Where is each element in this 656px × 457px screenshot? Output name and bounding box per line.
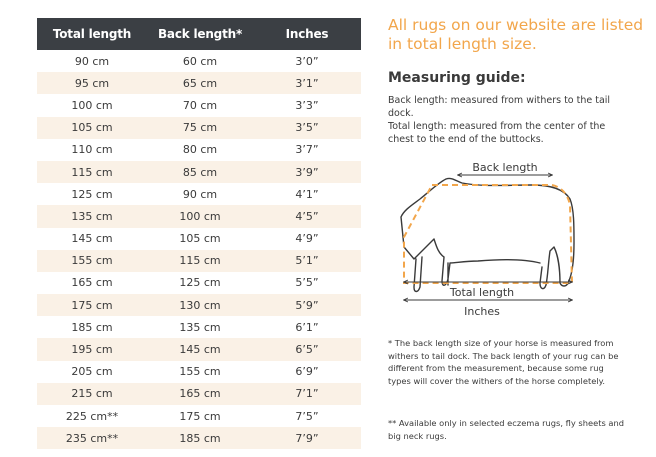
table-row — [37, 250, 361, 272]
cell-total-length: 235 cm** — [37, 427, 147, 449]
table-row — [37, 117, 361, 139]
cell-total-length: 185 cm — [37, 316, 147, 338]
cell-total-length: 95 cm — [37, 72, 147, 94]
cell-total-length: 215 cm — [37, 383, 147, 405]
cell-inches: 3’3” — [253, 94, 361, 116]
cell-total-length: 225 cm** — [37, 405, 147, 427]
cell-total-length: 155 cm — [37, 250, 147, 272]
guide-text — [388, 94, 628, 146]
table-row — [37, 316, 361, 338]
table-row — [37, 72, 361, 94]
cell-back-length: 155 cm — [147, 361, 253, 383]
table-row — [37, 338, 361, 360]
cell-inches: 7’5” — [253, 405, 361, 427]
horse-outline — [401, 178, 574, 291]
cell-inches: 4’9” — [253, 228, 361, 250]
table-row — [37, 161, 361, 183]
back-length-definition: Back length: measured from withers to the tail dock. — [388, 95, 611, 119]
header-back-length: Back length* — [147, 18, 253, 50]
table-row — [37, 183, 361, 205]
cell-back-length: 175 cm — [147, 405, 253, 427]
cell-inches: 3’5” — [253, 117, 361, 139]
cell-back-length: 70 cm — [147, 94, 253, 116]
cell-inches: 5’5” — [253, 272, 361, 294]
total-length-definition: Total length: measured from the center of the chest to the end of the buttocks. — [388, 121, 606, 145]
availability-footnote: ** Available only in selected eczema rugs, fly sheets and big neck rugs. — [388, 418, 625, 441]
cell-back-length: 85 cm — [147, 161, 253, 183]
cell-back-length: 125 cm — [147, 272, 253, 294]
cell-total-length: 110 cm — [37, 139, 147, 161]
cell-back-length: 105 cm — [147, 228, 253, 250]
cell-back-length: 115 cm — [147, 250, 253, 272]
header-inches: Inches — [253, 18, 361, 50]
cell-total-length: 125 cm — [37, 183, 147, 205]
cell-inches: 3’1” — [253, 72, 361, 94]
cell-inches: 5’1” — [253, 250, 361, 272]
cell-back-length: 80 cm — [147, 139, 253, 161]
cell-inches: 6’5” — [253, 338, 361, 360]
cell-total-length: 135 cm — [37, 205, 147, 227]
cell-total-length: 195 cm — [37, 338, 147, 360]
guide-title: Measuring guide: — [388, 70, 526, 86]
table-row — [37, 228, 361, 250]
cell-total-length: 145 cm — [37, 228, 147, 250]
cell-back-length: 135 cm — [147, 316, 253, 338]
cell-inches: 6’9” — [253, 361, 361, 383]
cell-inches: 4’1” — [253, 183, 361, 205]
cell-total-length: 175 cm — [37, 294, 147, 316]
cell-total-length: 105 cm — [37, 117, 147, 139]
cell-inches: 7’1” — [253, 383, 361, 405]
cell-back-length: 185 cm — [147, 427, 253, 449]
table-row — [37, 272, 361, 294]
total-length-label: Total length — [449, 286, 515, 299]
cell-total-length: 165 cm — [37, 272, 147, 294]
table-header-row — [37, 18, 361, 50]
measuring-diagram — [392, 155, 592, 320]
cell-back-length: 145 cm — [147, 338, 253, 360]
back-length-footnote: * The back length size of your horse is measured from withers to tail dock. The back length of your rug can be different from the measurement, because some rug types will cover the withers of the horse completely. — [388, 338, 619, 386]
cell-inches: 5’9” — [253, 294, 361, 316]
cell-total-length: 115 cm — [37, 161, 147, 183]
cell-total-length: 100 cm — [37, 94, 147, 116]
cell-total-length: 205 cm — [37, 361, 147, 383]
cell-back-length: 90 cm — [147, 183, 253, 205]
table-row — [37, 294, 361, 316]
table-row — [37, 205, 361, 227]
cell-back-length: 130 cm — [147, 294, 253, 316]
cell-back-length: 75 cm — [147, 117, 253, 139]
table-row — [37, 405, 361, 427]
table-row — [37, 139, 361, 161]
header-total-length: Total length — [37, 18, 147, 50]
cell-total-length: 90 cm — [37, 50, 147, 72]
cell-inches: 4’5” — [253, 205, 361, 227]
cell-inches: 3’7” — [253, 139, 361, 161]
table-row — [37, 383, 361, 405]
cell-back-length: 165 cm — [147, 383, 253, 405]
cell-inches: 3’0” — [253, 50, 361, 72]
table-row — [37, 94, 361, 116]
back-length-label: Back length — [472, 161, 538, 174]
cell-back-length: 100 cm — [147, 205, 253, 227]
table-row — [37, 427, 361, 449]
cell-inches: 7’9” — [253, 427, 361, 449]
table-body — [37, 50, 361, 449]
cell-back-length: 60 cm — [147, 50, 253, 72]
cell-inches: 6’1” — [253, 316, 361, 338]
inches-label: Inches — [464, 305, 500, 318]
table-row — [37, 361, 361, 383]
cell-back-length: 65 cm — [147, 72, 253, 94]
table-row — [37, 50, 361, 72]
headline: All rugs on our website are listed in total length size. — [388, 16, 644, 53]
cell-inches: 3’9” — [253, 161, 361, 183]
size-table — [37, 18, 361, 449]
rug-outline — [404, 185, 572, 283]
